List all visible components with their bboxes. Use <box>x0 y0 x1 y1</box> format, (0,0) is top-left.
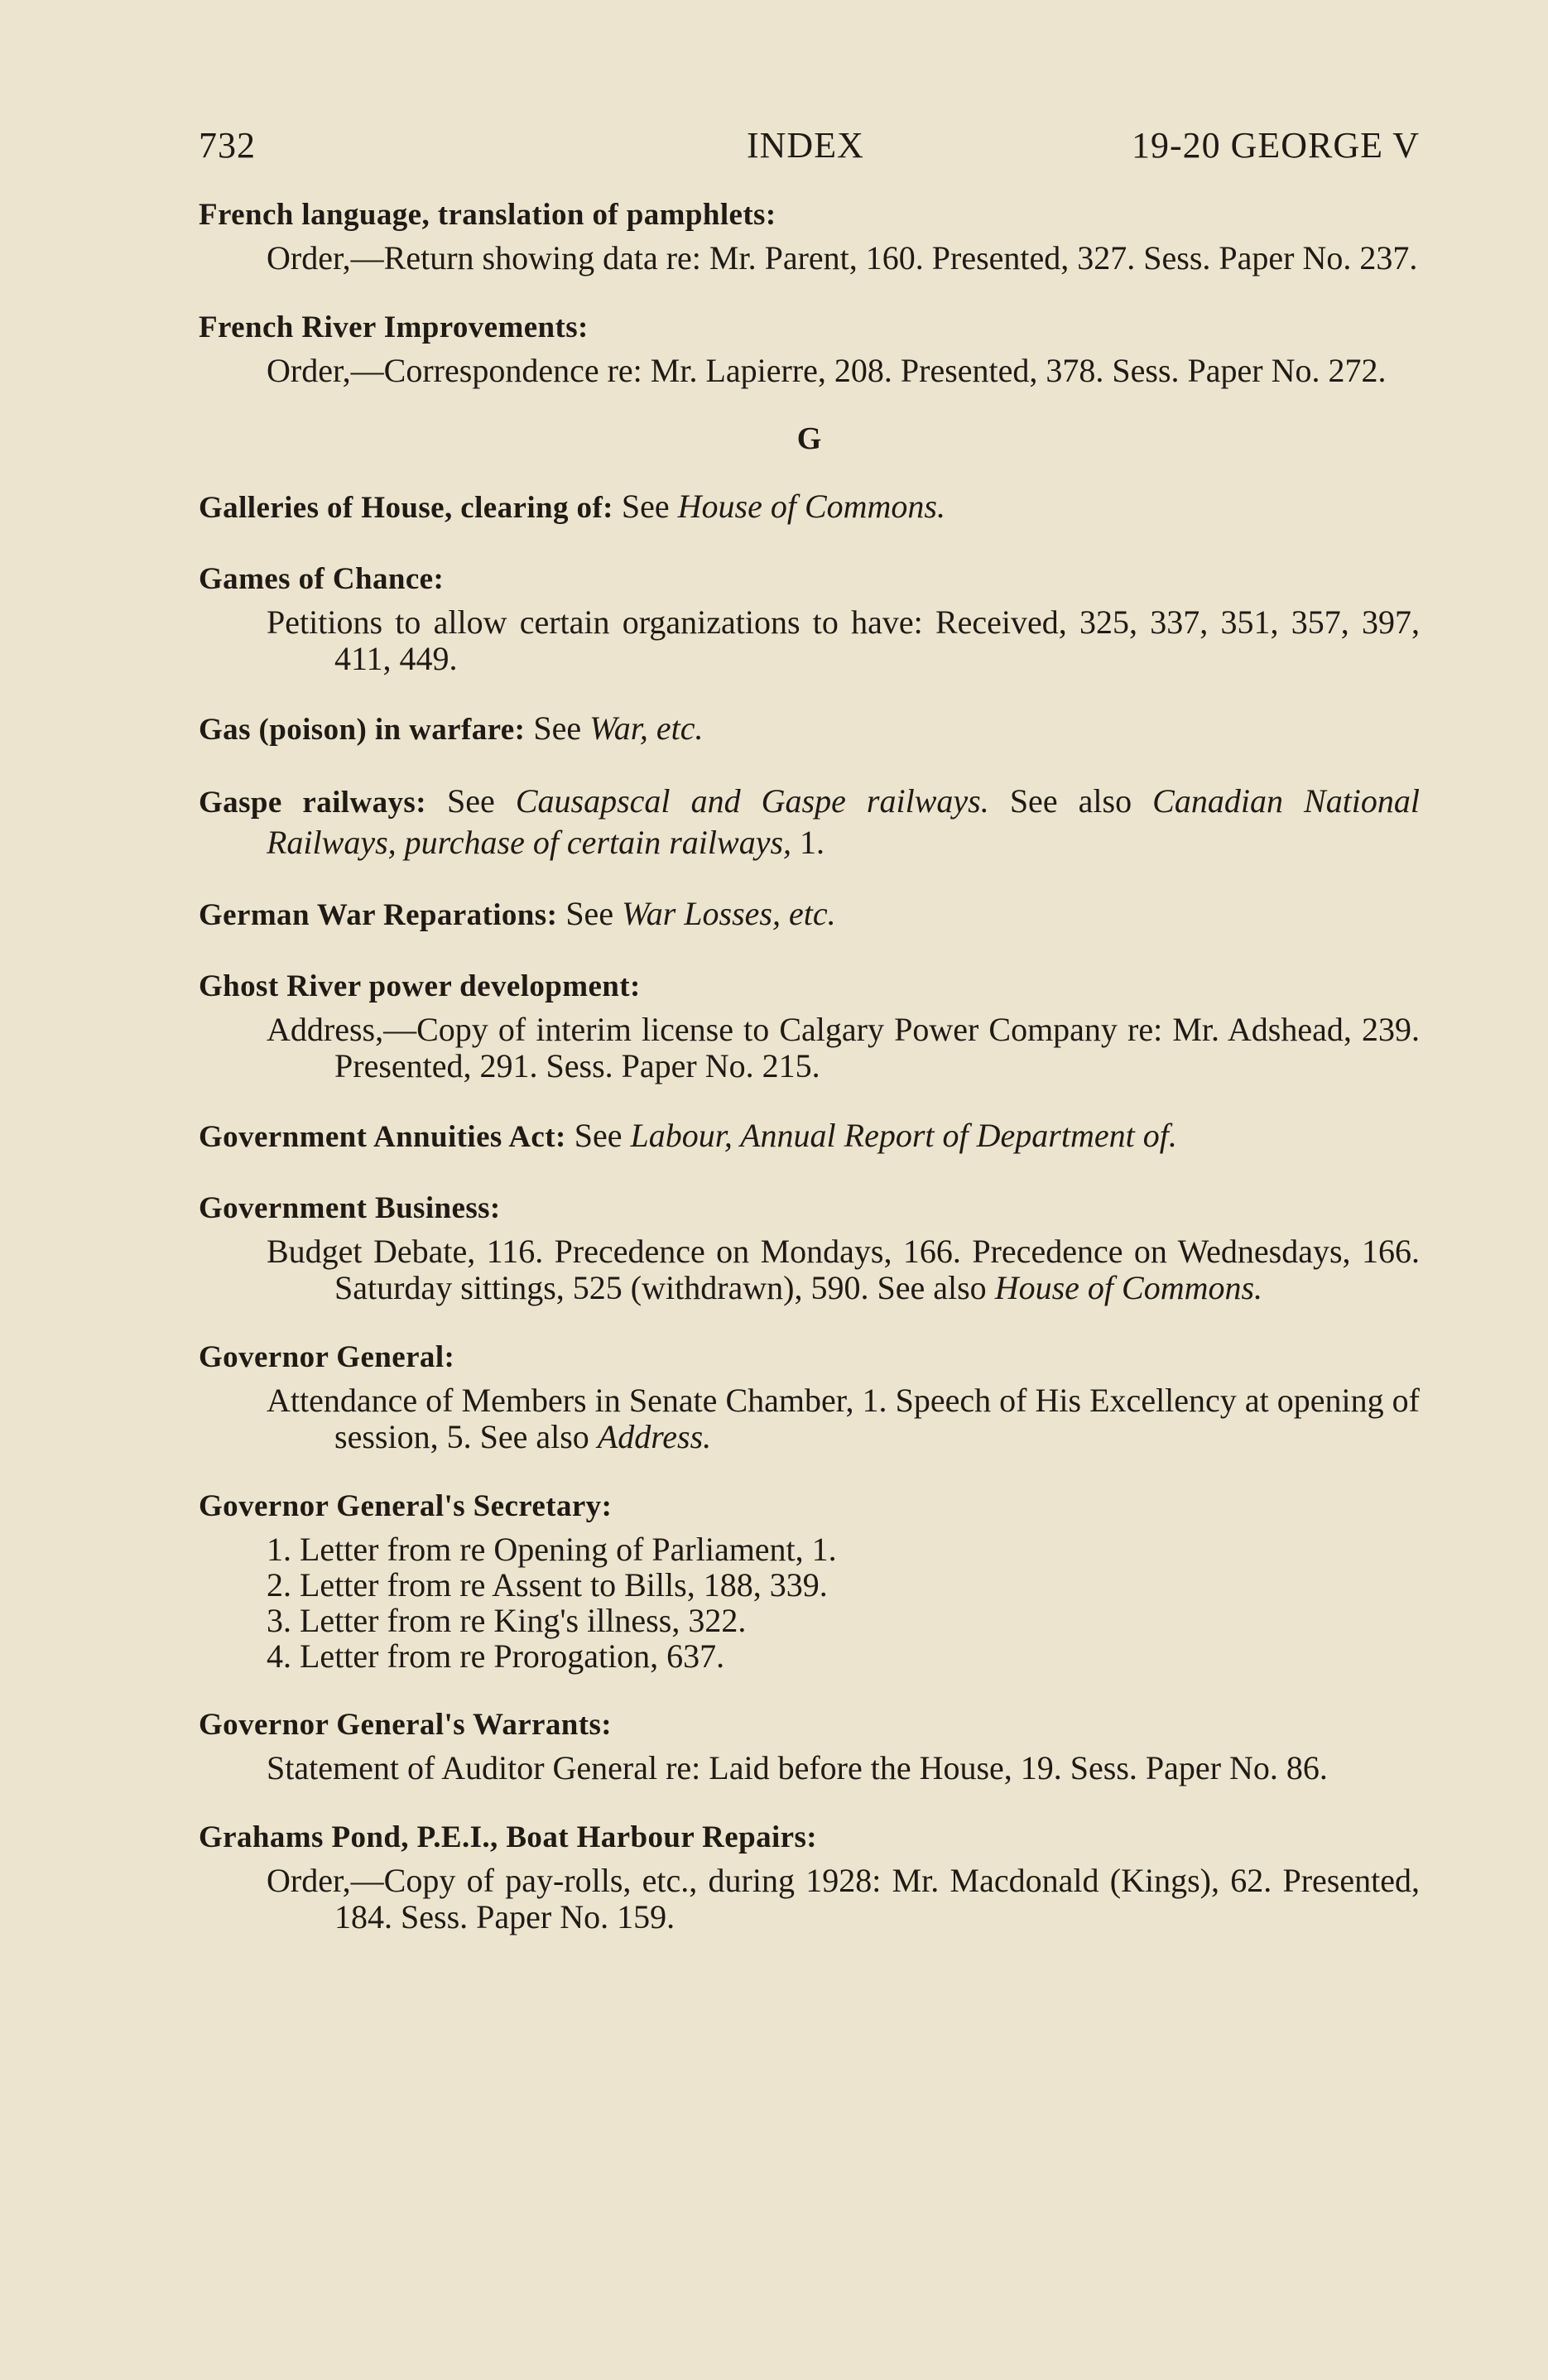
entry-text-block <box>267 1233 1420 1306</box>
entry-annuities <box>199 1116 1420 1157</box>
entry-text-block <box>267 1382 1420 1455</box>
entry-text: Budget Debate, 116. Precedence on Mondays, 166. Precedence on Wednesdays, 166. Saturday sittings, 525 (withdrawn), 590. See also <box>267 1233 1420 1306</box>
cross-reference: Causapscal and Gaspe railways. <box>515 782 989 820</box>
entry-heading: Governor General's Secretary: <box>199 1489 613 1523</box>
entry-heading: Grahams Pond, P.E.I., Boat Harbour Repairs: <box>199 1820 817 1854</box>
entry-heading: French language, translation of pamphlets: <box>199 198 776 232</box>
entry-heading: Gaspe railways: <box>199 786 426 820</box>
entry-government-business <box>199 1189 1420 1306</box>
entry-heading: Galleries of House, clearing of: <box>199 491 613 525</box>
entry-heading: Ghost River power development: <box>199 969 641 1003</box>
cross-reference: War Losses, etc. <box>622 895 836 932</box>
entry-heading: French River Improvements: <box>199 310 589 344</box>
see-label: See <box>533 709 582 747</box>
cross-reference: Address. <box>597 1418 712 1455</box>
see-label: See <box>574 1117 623 1154</box>
list-item: 1. Letter from re Opening of Parliament, 1. <box>267 1531 837 1568</box>
cross-reference-2: Canadian National Railways, purchase of certain railways, <box>267 782 1421 861</box>
entry-heading: Government Annuities Act: <box>199 1120 566 1154</box>
entry-heading: Games of Chance: <box>199 562 445 596</box>
entry-governor-warrants <box>199 1705 1420 1786</box>
cross-reference: House of Commons. <box>677 488 945 525</box>
entry-german <box>199 894 1420 935</box>
list-item: 2. Letter from re Assent to Bills, 188, 339. <box>267 1566 828 1603</box>
entry-governor-general <box>199 1338 1420 1455</box>
see-label: See <box>621 488 670 525</box>
volume-label: 19-20 GEORGE V <box>1131 125 1420 166</box>
list-item: 3. Letter from re King's illness, 322. <box>267 1602 747 1639</box>
entry-text: Order,—Correspondence re: Mr. Lapierre, 208. Presented, 378. Sess. Paper No. 272. <box>267 352 1387 389</box>
entry-grahams-pond <box>199 1818 1420 1935</box>
letter-list <box>267 1531 1420 1674</box>
entry-french-river <box>199 308 1420 389</box>
entry-gaspe <box>199 781 1420 863</box>
section-letter: G <box>796 421 822 456</box>
cross-reference: War, etc. <box>589 709 704 747</box>
entry-text: Order,—Return showing data re: Mr. Parent, 160. Presented, 327. Sess. Paper No. 237. <box>267 239 1418 276</box>
entry-text: Petitions to allow certain organizations to have: Received, 325, 337, 351, 357, 397, 411, 449. <box>267 603 1420 677</box>
see-label: See <box>447 782 495 820</box>
entry-games <box>199 560 1420 677</box>
entry-galleries <box>199 487 1420 528</box>
entry-french-language <box>199 195 1420 276</box>
entry-text: Address,—Copy of interim license to Calgary Power Company re: Mr. Adshead, 239. Presented, 291. Sess. Paper No. 215. <box>267 1011 1420 1084</box>
entry-heading: Governor General: <box>199 1340 455 1374</box>
page-number: 732 <box>199 125 256 166</box>
cross-reference: Labour, Annual Report of Department of. <box>630 1117 1177 1154</box>
entry-text: Attendance of Members in Senate Chamber, 1. Speech of His Excellency at opening of session, 5. See also <box>267 1382 1420 1455</box>
entry-ghost-river <box>199 967 1420 1084</box>
cross-reference: House of Commons. <box>994 1269 1263 1306</box>
entry-text: Order,—Copy of pay-rolls, etc., during 1928: Mr. Macdonald (Kings), 62. Presented, 184. Sess. Paper No. 159. <box>267 1862 1420 1935</box>
entry-heading: Government Business: <box>199 1191 501 1225</box>
entry-governor-secretary <box>199 1487 1420 1674</box>
see-label: See <box>565 895 614 932</box>
page-title: INDEX <box>747 125 864 166</box>
list-item: 4. Letter from re Prorogation, 637. <box>267 1637 725 1675</box>
see-also-label: See also <box>1009 782 1132 820</box>
entry-text: Statement of Auditor General re: Laid before the House, 19. Sess. Paper No. 86. <box>267 1749 1328 1786</box>
entry-heading: German War Reparations: <box>199 898 558 932</box>
entry-heading: Gas (poison) in warfare: <box>199 713 526 747</box>
entry-gas <box>199 709 1420 750</box>
entry-heading: Governor General's Warrants: <box>199 1708 612 1742</box>
page-ref: 1. <box>800 824 825 861</box>
index-content <box>199 195 1420 1967</box>
